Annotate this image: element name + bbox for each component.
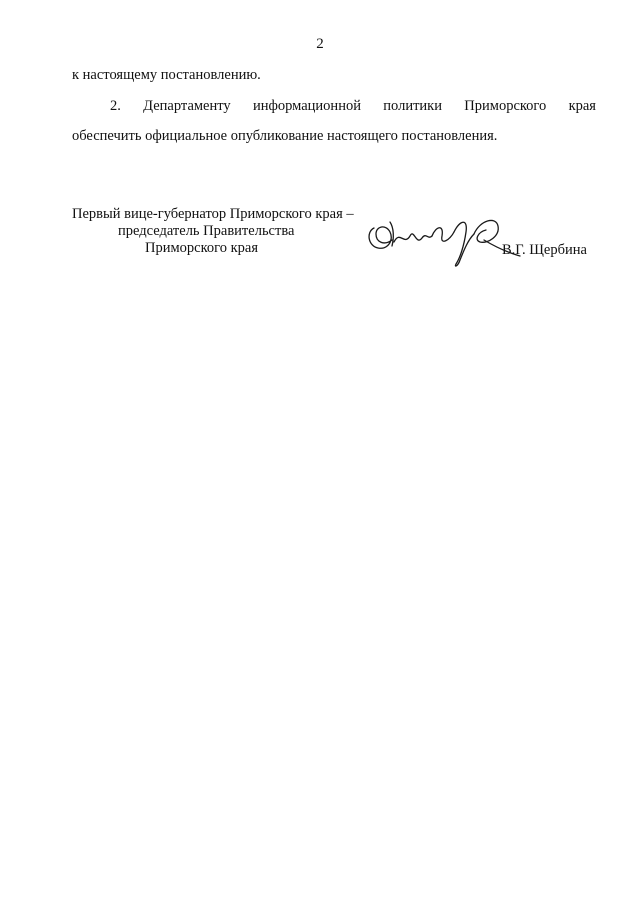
list-item-word: края <box>568 98 596 114</box>
page-number: 2 <box>316 36 324 52</box>
list-item-2 <box>72 98 596 115</box>
body-line-publication: обеспечить официальное опубликование настоящего постановления. <box>72 128 498 144</box>
list-item-word: Департаменту <box>143 98 231 114</box>
signatory-title-line: Первый вице-губернатор Приморского края – <box>72 206 354 222</box>
list-item-word: Приморского <box>464 98 547 114</box>
handwritten-signature <box>364 210 524 270</box>
signatory-title <box>72 206 354 257</box>
signatory-title-line: Приморского края <box>145 240 259 256</box>
list-item-number: 2. <box>110 98 121 114</box>
signer-name: В.Г. Щербина <box>502 242 587 258</box>
body-line-continuation: к настоящему постановлению. <box>72 67 261 83</box>
list-item-word: информационной <box>252 98 361 114</box>
list-item-word: политики <box>383 98 442 114</box>
signatory-title-line: председатель Правительства <box>118 223 295 239</box>
